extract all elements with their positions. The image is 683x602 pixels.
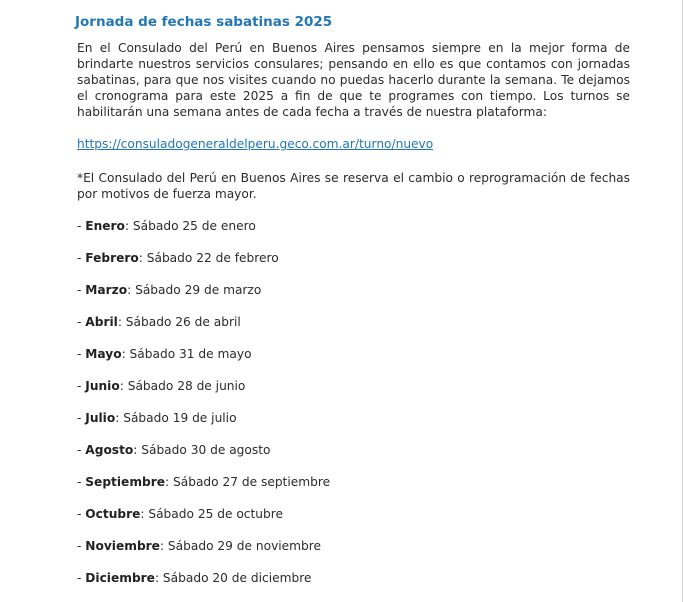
schedule-item-diciembre <box>77 570 330 602</box>
schedule-item-julio <box>77 410 330 442</box>
month-name: Junio <box>85 379 120 393</box>
list-dash: - <box>77 251 86 265</box>
month-name: Noviembre <box>85 539 160 553</box>
list-dash: - <box>77 571 86 585</box>
month-date: : Sábado 29 de noviembre <box>159 539 322 553</box>
schedule-item-junio <box>77 378 330 410</box>
month-date: : Sábado 28 de junio <box>119 379 246 393</box>
page-title: Jornada de fechas sabatinas 2025 <box>75 14 333 30</box>
list-dash: - <box>77 507 86 521</box>
month-date: : Sábado 26 de abril <box>117 315 241 329</box>
schedule-item-agosto <box>77 442 330 474</box>
month-name: Marzo <box>85 283 128 297</box>
disclaimer-note: *El Consulado del Perú en Buenos Aires se reserva el cambio o reprogramación de fechas por motivos de fuerza mayor. <box>77 171 630 201</box>
list-dash: - <box>77 475 86 489</box>
schedule-item-noviembre <box>77 538 330 570</box>
list-dash: - <box>77 347 86 361</box>
month-name: Febrero <box>85 251 139 265</box>
schedule-item-abril <box>77 314 330 346</box>
month-name: Enero <box>85 219 125 233</box>
month-date: : Sábado 25 de octubre <box>140 507 283 521</box>
month-date: : Sábado 27 de septiembre <box>165 475 331 489</box>
intro-paragraph: En el Consulado del Perú en Buenos Aires pensamos siempre en la mejor forma de brindarte nuestros servicios consulares; pensando en ello es que contamos con jornadas sabatinas, para que nos visites cuando no puedas hacerlo durante la semana. Te dejamos el cronograma para este 2025 a fin de que te programes con tiempo. Los turnos se habilitarán una semana antes de cada fecha a través de nuestra plataforma: <box>77 41 630 119</box>
month-name: Octubre <box>85 507 141 521</box>
list-dash: - <box>77 443 86 457</box>
schedule-item-enero <box>77 218 330 250</box>
month-date: : Sábado 19 de julio <box>115 411 237 425</box>
schedule-item-mayo <box>77 346 330 378</box>
month-name: Julio <box>85 411 116 425</box>
month-date: : Sábado 25 de enero <box>124 219 256 233</box>
month-date: : Sábado 20 de diciembre <box>154 571 312 585</box>
month-name: Diciembre <box>85 571 155 585</box>
list-dash: - <box>77 219 86 233</box>
month-date: : Sábado 31 de mayo <box>121 347 252 361</box>
month-date: : Sábado 29 de marzo <box>127 283 262 297</box>
schedule-item-febrero <box>77 250 330 282</box>
schedule-item-marzo <box>77 282 330 314</box>
list-dash: - <box>77 379 86 393</box>
schedule-item-septiembre <box>77 474 330 506</box>
schedule-list <box>77 218 330 602</box>
month-name: Agosto <box>85 443 134 457</box>
schedule-item-octubre <box>77 506 330 538</box>
turnos-link[interactable]: https://consuladogeneraldelperu.geco.com.ar/turno/nuevo <box>77 137 434 151</box>
month-date: : Sábado 22 de febrero <box>138 251 279 265</box>
month-name: Septiembre <box>85 475 166 489</box>
month-date: : Sábado 30 de agosto <box>133 443 271 457</box>
month-name: Abril <box>85 315 118 329</box>
list-dash: - <box>77 539 86 553</box>
list-dash: - <box>77 315 86 329</box>
list-dash: - <box>77 283 86 297</box>
month-name: Mayo <box>85 347 122 361</box>
list-dash: - <box>77 411 86 425</box>
